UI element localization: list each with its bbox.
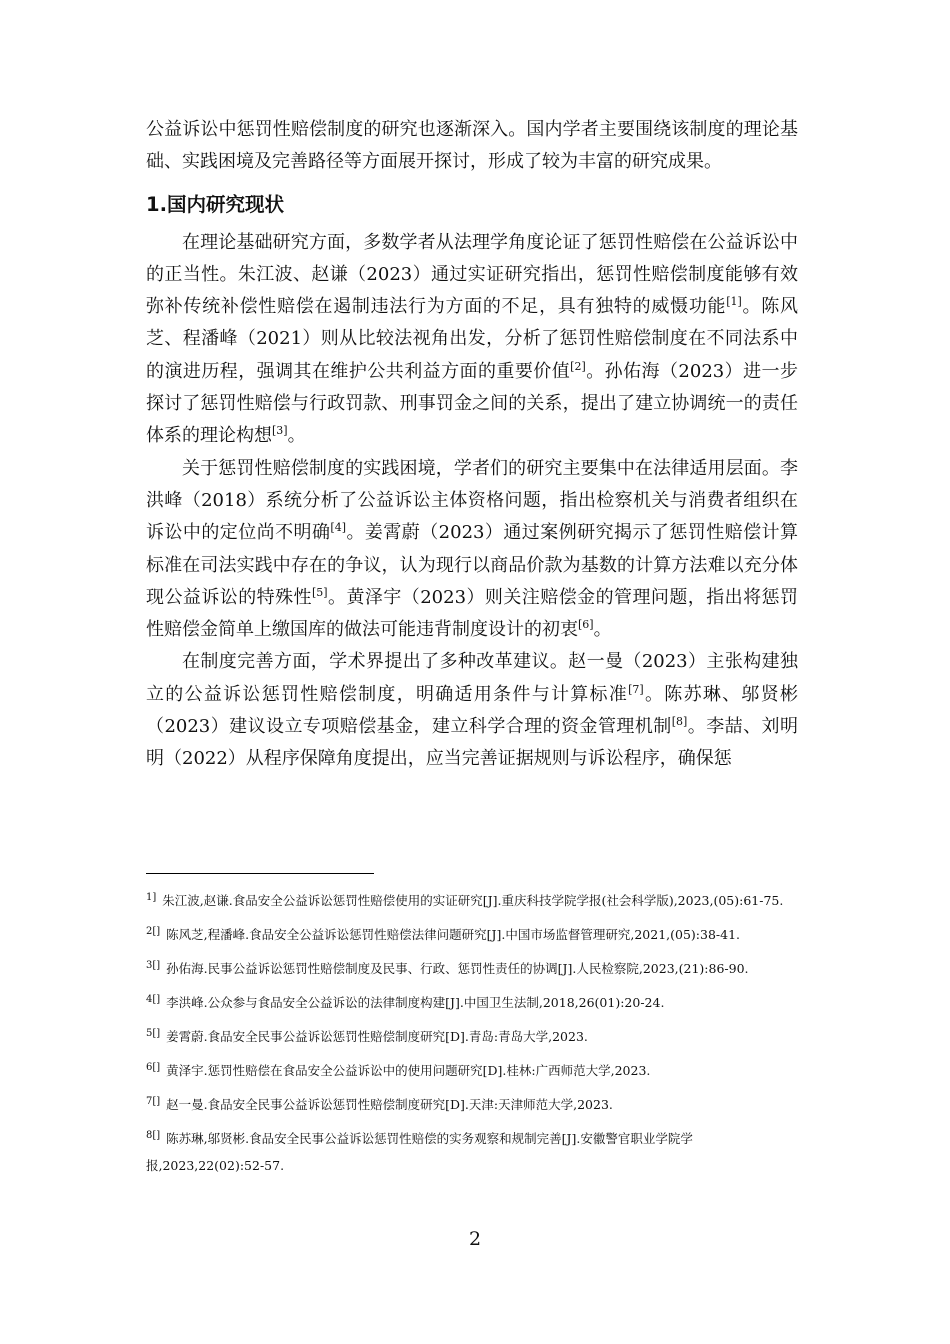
body-text [146, 114, 798, 776]
footnote-text: 李洪峰.公众参与食品安全公益诉讼的法律制度构建[J].中国卫生法制,2018,26(01):20-24. [166, 995, 665, 1010]
sentence: 在理论基础研究方面，多数学者从法理学角度论证了惩罚性赔偿在公益诉讼中的正当性。朱江波、赵谦（2023）通过实证研究指出，惩罚性赔偿制度能够有效弥补传统补偿性赔偿在遏制违法行为方面的不足，具有独特的威慑功能 [146, 231, 798, 318]
footnote-text: 朱江波,赵谦.食品安全公益诉讼惩罚性赔偿使用的实证研究[J].重庆科技学院学报(社会科学版),2023,(05):61-75. [162, 893, 784, 908]
footnote-item [146, 918, 806, 948]
citation-6[interactable]: [6] [578, 618, 594, 632]
citation-2[interactable]: [2] [570, 359, 586, 373]
sentence: 。孙佑海（2023）进一步探讨了惩罚性赔偿与行政罚款、刑事罚金之间的关系，提出了建立协调统一的责任体系的理论构想 [146, 360, 798, 447]
citation-4[interactable]: [4] [330, 521, 347, 535]
footnote-separator [146, 873, 374, 874]
footnote-item [146, 986, 806, 1016]
sentence: 。陈苏琳、邬贤彬（2023）建议设立专项赔偿基金，建立科学合理的资金管理机制 [146, 683, 798, 738]
footnote-mark: 2[] [146, 926, 161, 937]
footnote-text: 赵一曼.食品安全民事公益诉讼惩罚性赔偿制度研究[D].天津:天津师范大学,2023. [166, 1097, 613, 1112]
section-heading: 1.国内研究现状 [146, 192, 284, 216]
citation-7[interactable]: [7] [628, 682, 644, 696]
footnote-item [146, 1020, 806, 1050]
footnote-text: 黄泽宇.惩罚性赔偿在食品安全公益诉讼中的使用问题研究[D].桂林:广西师范大学,2023. [166, 1063, 651, 1078]
footnote-mark: 6[] [146, 1062, 161, 1073]
intro-paragraph: 公益诉讼中惩罚性赔偿制度的研究也逐渐深入。国内学者主要围绕该制度的理论基础、实践困境及完善路径等方面展开探讨，形成了较为丰富的研究成果。 [146, 119, 798, 173]
citation-3[interactable]: [3] [272, 424, 288, 438]
footnote-item [146, 1054, 806, 1084]
sentence: 。姜霄蔚（2023）通过案例研究揭示了惩罚性赔偿计算标准在司法实践中存在的争议，认为现行以商品价款为基数的计算方法难以充分体现公益诉讼的特殊性 [146, 522, 798, 608]
footnote-mark: 7[] [146, 1096, 161, 1107]
sentence: 。黄泽宇（2023）则关注赔偿金的管理问题，指出将惩罚性赔偿金简单上缴国库的做法可能违背制度设计的初衷 [146, 586, 798, 641]
footnote-text: 姜霄蔚.食品安全民事公益诉讼惩罚性赔偿制度研究[D].青岛:青岛大学,2023. [166, 1029, 588, 1044]
page-number: 2 [468, 1228, 482, 1250]
citation-5[interactable]: [5] [311, 585, 328, 599]
sentence: 。 [287, 425, 306, 447]
sentence: 。陈风芝、程潘峰（2021）则从比较法视角出发，分析了惩罚性赔偿制度在不同法系中的演进历程，强调其在维护公共利益方面的重要价值 [146, 296, 798, 382]
footnote-text: 陈苏琳,邬贤彬.食品安全民事公益诉讼惩罚性赔偿的实务观察和规制完善[J].安徽警官职业学院学报,2023,22(02):52-57. [146, 1131, 693, 1173]
citation-8[interactable]: [8] [671, 715, 688, 729]
footnote-text: 陈风芝,程潘峰.食品安全公益诉讼惩罚性赔偿法律问题研究[J].中国市场监督管理研究,2021,(05):38-41. [166, 927, 740, 942]
footnote-mark: 8[] [146, 1130, 161, 1141]
sentence: 在制度完善方面，学术界提出了多种改革建议。赵一曼（2023）主张构建独立的公益诉讼惩罚性赔偿制度，明确适用条件与计算标准 [146, 651, 798, 705]
footnote-item [146, 1088, 806, 1118]
footnote-item [146, 1122, 806, 1179]
footnote-item [146, 884, 806, 914]
footnote-item [146, 952, 806, 982]
paragraph-practice [146, 453, 798, 647]
citation-1[interactable]: [1] [726, 295, 742, 309]
sentence: 关于惩罚性赔偿制度的实践困境，学者们的研究主要集中在法律适用层面。李洪峰（2018）系统分析了公益诉讼主体资格问题，指出检察机关与消费者组织在诉讼中的定位尚不明确 [146, 457, 798, 544]
paragraph-theory [146, 227, 798, 453]
sentence: 。 [593, 619, 612, 641]
footnote-mark: 3[] [146, 960, 161, 971]
footnotes [146, 884, 806, 1183]
footnote-mark: 5[] [146, 1028, 161, 1039]
sentence: 。李喆、刘明明（2022）从程序保障角度提出，应当完善证据规则与诉讼程序，确保惩 [146, 716, 798, 770]
footnote-mark: 4[] [146, 994, 161, 1005]
footnote-mark: 1] [146, 892, 157, 903]
footnote-text: 孙佑海.民事公益诉讼惩罚性赔偿制度及民事、行政、惩罚性责任的协调[J].人民检察院,2023,(21):86-90. [166, 961, 749, 976]
paragraph-improvement [146, 646, 798, 775]
